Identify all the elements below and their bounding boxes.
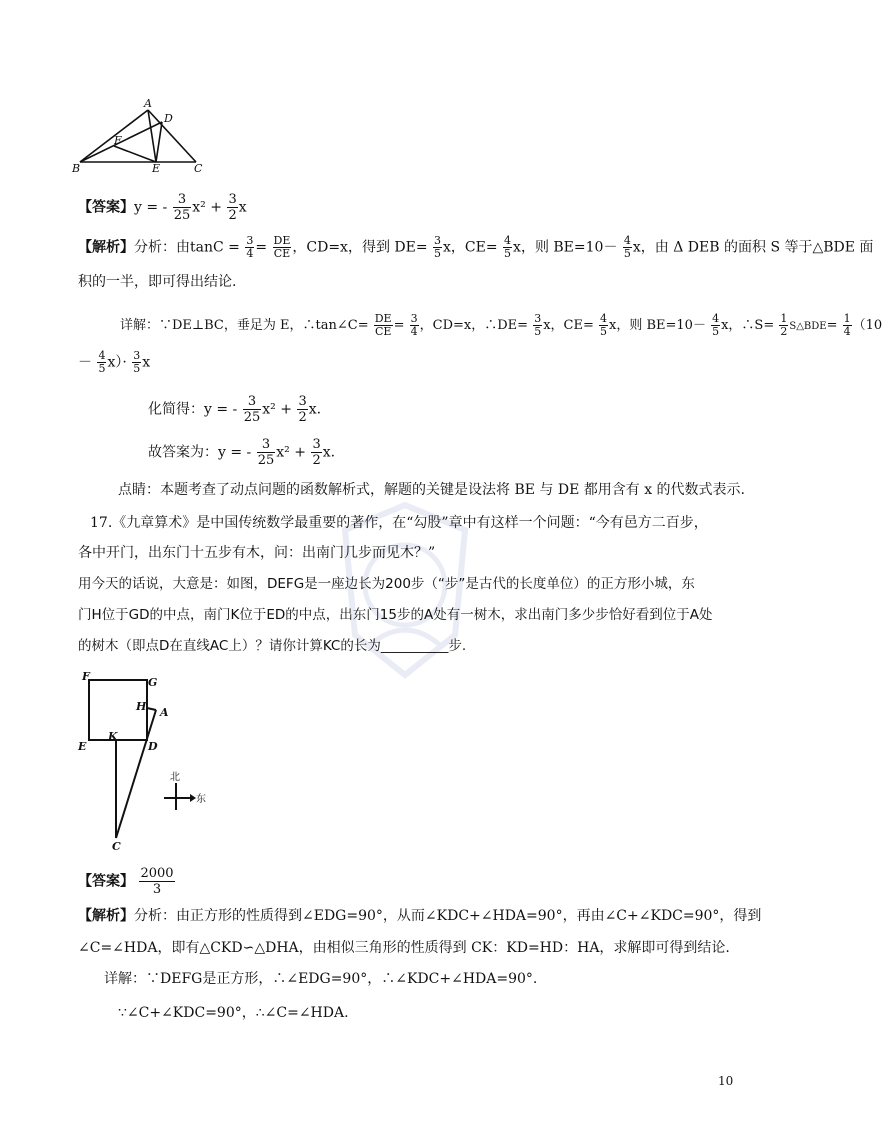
fraction: $\frac{4}{5}$ [623,234,631,260]
fraction: $\frac{1}{2}$ [780,312,788,338]
question-17-line2: 各中开门，出东门十五步有木，问：出南门几步而见木？” [78,545,436,561]
detail-16-line1: 详解：∵DE⊥BC，垂足为 E，∴tan∠C= $\frac{DE}{CE}$ = $\frac{3}{4}$ ，CD=x，∴DE= $\frac{3}{5}$ x，CE= $\frac{4}{5}$ x，则 BE=10－ $\frac{4}{5}$ x，∴S= $\frac{1}{2}$ S△BDE= $\frac{1}{4}$ （10 [120,312,882,338]
answer-17: 【答案】 $\frac{2000}{3}$ [78,866,174,897]
fraction: $\frac{3}{25}$ [257,437,275,468]
label-h: H [136,700,147,713]
fraction: $\frac{3}{2}$ [298,394,307,425]
fraction: $\frac{DE}{CE}$ [273,234,291,260]
label-e: E [78,740,87,753]
segment-ha [147,708,156,710]
label-k: K [108,730,118,743]
answer-16: 【答案】y = - $\frac{3}{25}$ x² + $\frac{3}{2}$ x [78,192,247,223]
label-a: A [160,706,169,719]
detail-16-line2: － $\frac{4}{5}$ x）· $\frac{3}{5}$ x [78,349,151,375]
question-17-line5: 的树木（即点D在直线AC上）？请你计算KC的长为__________步. [78,638,467,654]
triangle-figure [68,96,218,176]
fraction: $\frac{DE}{CE}$ [374,312,392,338]
segment-fe [114,146,156,162]
analysis-16-line1: 【解析】分析：由tanC = $\frac{3}{4}$ = $\frac{DE}{CE}$ ，CD=x，得到 DE= $\frac{3}{5}$ x，CE= $\frac{4}{5}$ x，则 BE=10－ $\frac{4}{5}$ x，由 Δ DEB 的面积 S 等于△BDE 面 [78,234,874,260]
question-17-line1: 17.《九章算术》是中国传统数学最重要的著作，在“勾股”章中有这样一个问题：“今有邑方二百步， [90,515,708,531]
fraction: $\frac{4}{5}$ [504,234,512,260]
label-f: F [82,670,90,683]
page-number: 10 [718,1074,734,1088]
detail-17-line2: ∵∠C+∠KDC=90°，∴∠C=∠HDA. [118,1005,349,1021]
fraction: $\frac{4}{5}$ [98,349,106,375]
label-d: D [164,112,173,125]
east-label: 东 [196,794,206,805]
comment-16: 点睛：本题考查了动点问题的函数解析式，解题的关键是设法将 BE 与 DE 都用含有 x 的代数式表示. [118,482,745,498]
question-17-line4: 门H位于GD的中点，南门K位于ED的中点，出东门15步的A处有一树木，求出南门多少步恰好看到位于A处 [78,607,713,623]
label-g: G [148,676,158,689]
segment-de [156,122,162,162]
square-city-figure [74,668,224,853]
label-b: B [72,162,81,175]
question-17-line3: 用今天的话说，大意是：如图，DEFG是一座边长为200步（“步”是古代的长度单位）的正方形小城，东 [78,576,695,592]
analysis-17-line1: 【解析】分析：由正方形的性质得到∠EDG=90°，从而∠KDC+∠HDA=90°，再由∠C+∠KDC=90°，得到 [78,908,762,924]
detail-17-line1: 详解：∵DEFG是正方形，∴∠EDG=90°，∴∠KDC+∠HDA=90°. [104,971,538,987]
fraction: $\frac{3}{25}$ [173,192,191,223]
final-16: 故答案为：y = - $\frac{3}{25}$ x² + $\frac{3}{2}$ x. [148,437,336,468]
label-e: E [152,162,161,175]
fraction: $\frac{3}{5}$ [133,349,141,375]
fraction: $\frac{3}{2}$ [228,192,237,223]
fraction: $\frac{3}{2}$ [312,437,321,468]
fraction: $\frac{2000}{3}$ [140,866,174,897]
north-label: 北 [170,772,180,783]
label-c: C [112,840,121,853]
fraction: $\frac{4}{5}$ [712,312,720,338]
fraction: $\frac{3}{4}$ [246,234,254,260]
fraction: $\frac{4}{5}$ [600,312,607,338]
analysis-16-line2: 积的一半，即可得出结论. [78,274,237,290]
label-f: F [114,134,122,147]
fraction: $\frac{3}{4}$ [410,312,418,338]
analysis-17-line2: ∠C=∠HDA，即有△CKD∽△DHA，由相似三角形的性质得到 CK：KD=HD：HA，求解即可得到结论. [78,940,730,956]
simplify-16: 化简得：y = - $\frac{3}{25}$ x² + $\frac{3}{2}$ x. [148,394,322,425]
segment-ac [116,710,156,838]
label-a: A [144,97,152,110]
fraction: $\frac{3}{5}$ [534,312,542,338]
fraction: $\frac{3}{25}$ [243,394,261,425]
fraction: $\frac{1}{4}$ [843,312,851,338]
label-d: D [148,740,158,753]
label-c: C [194,162,203,175]
fraction: $\frac{3}{5}$ [434,234,442,260]
